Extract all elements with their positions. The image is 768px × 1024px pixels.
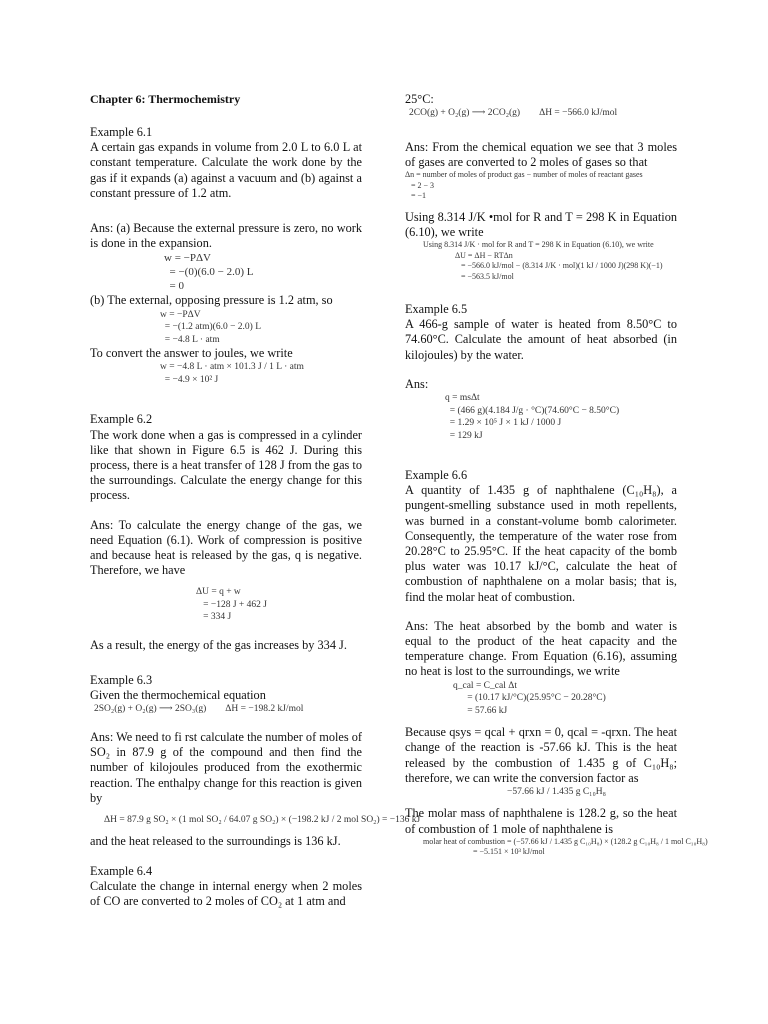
example-6-5-answer: Ans: — [405, 376, 429, 391]
example-6-1-answer-b: (b) The external, opposing pressure is 1.2 atm, so — [90, 293, 333, 308]
example-6-1-problem: A certain gas expands in volume from 2.0 L to 6.0 L at constant temperature. Calculate the work done by the gas if it expands (a) against a vacuum and (b) against a constant pressure of 1.2 atm. — [90, 140, 362, 200]
equation-so2-reaction: 2SO₂(g) + O₂(g) ⟶ 2SO₃(g) ΔH = −198.2 kJ/mol — [94, 704, 304, 715]
example-6-4-using-small: Using 8.314 J/K · mol for R and T = 298 K in Equation (6.10), we write — [423, 240, 654, 250]
equation-delta-n: Δn = number of moles of product gas − number of moles of reactant gases = 2 − 3 = −1 — [405, 170, 643, 201]
conversion-factor: −57.66 kJ / 1.435 g C₁₀H₈ — [507, 786, 606, 797]
example-6-6-heading: Example 6.6 — [405, 468, 468, 483]
example-6-3-result: and the heat released to the surroundings is 136 kJ. — [90, 834, 341, 849]
example-6-4-problem: Calculate the change in internal energy when 2 moles of CO are converted to 2 moles of CO₂ at 1 atm and — [90, 878, 362, 909]
equation-calorimeter: q_cal = C_cal Δt = (10.17 kJ/°C)(25.95°C − 20.28°C) = 57.66 kJ — [453, 680, 606, 716]
equation-work-pressure: w = −PΔV = −(1.2 atm)(6.0 − 2.0) L = −4.8 L · atm — [160, 309, 262, 345]
equation-internal-energy: ΔU = ΔH − RTΔn = −566.0 kJ/mol − (8.314 J/K · mol)(1 kJ / 1000 J)(298 K)(−1) = −563.5 kJ/mol — [455, 250, 663, 281]
right-column — [405, 92, 708, 858]
example-6-6-because: Because qsys = qcal + qrxn = 0, qcal = -qrxn. The heat change of the reaction is -57.66 kJ. This is the heat released by the combustion of 1.435 g of C₁₀H₈; therefore, we can write the conversion factor as — [405, 725, 677, 785]
equation-work-joules: w = −4.8 L · atm × 101.3 J / 1 L · atm = −4.9 × 10² J — [160, 362, 304, 385]
example-6-1-convert: To convert the answer to joules, we write — [90, 346, 293, 361]
example-6-6-problem: A quantity of 1.435 g of naphthalene (C₁₀H₈), a pungent-smelling substance used in moth repellents, was burned in a constant-volume bomb calorimeter. Consequently, the temperature of the water rose from 20.28°C to 25.95°C. If the heat capacity of the bomb plus water was 10.17 kJ/°C, calculate the heat of combustion of naphthalene on a molar basis; that is, find the molar heat of combustion. — [405, 483, 677, 604]
example-6-3-heading: Example 6.3 — [90, 673, 153, 688]
example-6-2-result: As a result, the energy of the gas increases by 334 J. — [90, 637, 347, 652]
equation-heat-water: q = msΔt = (466 g)(4.184 J/g · °C)(74.60°C − 8.50°C) = 1.29 × 10⁵ J × 1 kJ / 1000 J = 129 kJ — [445, 393, 620, 441]
example-6-4-temperature: 25°C: — [405, 92, 434, 106]
example-6-6-molar-mass: The molar mass of naphthalene is 128.2 g, so the heat of combustion of 1 mole of naphthalene is — [405, 806, 677, 836]
equation-energy-change: ΔU = q + w = −128 J + 462 J = 334 J — [196, 587, 267, 623]
example-6-4-answer: Ans: From the chemical equation we see that 3 moles of gases are converted to 2 moles of gases so that — [405, 139, 677, 169]
example-6-2-problem: The work done when a gas is compressed in a cylinder like that shown in Figure 6.5 is 462 J. During this process, there is a heat transfer of 128 J from the gas to the surroundings. Calculate the energy change for this process. — [90, 427, 362, 503]
example-6-5-heading: Example 6.5 — [405, 302, 468, 317]
example-6-4-heading: Example 6.4 — [90, 863, 153, 878]
example-6-2-heading: Example 6.2 — [90, 412, 153, 427]
example-6-3-answer: Ans: We need to fi rst calculate the number of moles of SO₂ in 87.9 g of the compound and then find the number of kilojoules produced from the exothermic reaction. The enthalpy change for this reaction is given by — [90, 729, 362, 805]
equation-molar-heat: molar heat of combustion = (−57.66 kJ / 1.435 g C₁₀H₈) × (128.2 g C₁₀H₈ / 1 mol C₁₀H₈) = −5.151 × 10³ kJ/mol — [423, 836, 708, 857]
example-6-2-answer: Ans: To calculate the energy change of the gas, we need Equation (6.1). Work of compression is positive and because heat is released by the gas, q is negative. Therefore, we have — [90, 517, 362, 578]
equation-enthalpy: ΔH = 87.9 g SO₂ × (1 mol SO₂ / 64.07 g SO₂) × (−198.2 kJ / 2 mol SO₂) = −136 kJ — [104, 814, 421, 825]
example-6-4-using: Using 8.314 J/K •mol for R and T = 298 K in Equation (6.10), we write — [405, 209, 677, 239]
equation-co-reaction: 2CO(g) + O₂(g) ⟶ 2CO₂(g) ΔH = −566.0 kJ/mol — [409, 108, 618, 119]
example-6-6-answer: Ans: The heat absorbed by the bomb and water is equal to the product of the heat capacity and the temperature change. From Equation (6.16), assuming no heat is lost to the surroundings, we write — [405, 618, 677, 679]
example-6-5-problem: A 466-g sample of water is heated from 8.50°C to 74.60°C. Calculate the amount of heat absorbed (in kilojoules) by the water. — [405, 317, 677, 362]
example-6-1-heading: Example 6.1 — [90, 125, 153, 139]
chapter-title: Chapter 6: Thermochemistry — [90, 92, 241, 106]
equation-work-vacuum: w = −PΔV = −(0)(6.0 − 2.0) L = 0 — [164, 252, 254, 293]
example-6-3-given: Given the thermochemical equation — [90, 688, 266, 703]
example-6-1-answer-a: Ans: (a) Because the external pressure is zero, no work is done in the expansion. — [90, 221, 362, 251]
